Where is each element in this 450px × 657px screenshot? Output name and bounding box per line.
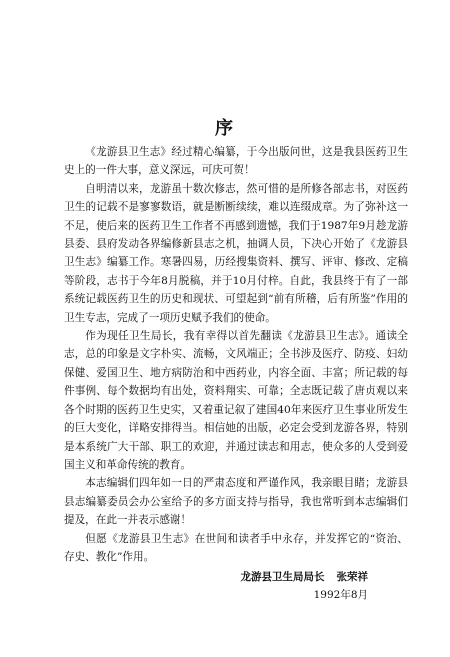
preface-body — [64, 143, 408, 566]
document-date: 1992年8月 — [313, 589, 368, 601]
page-title: 序 — [215, 118, 235, 139]
paragraph-2: 自明清以来，龙游虽十数次修志，然可惜的是所修各部志书，对医药卫生的记载不是寥寥数语，就是断断续续，难以连缀成章。为了弥补这一不足，使后来的医药卫生工作者不再感到遗憾，我们于1987年9月趁龙游县委、县府发动各界编修新县志之机，抽调人员，下决心开始了《龙游县卫生志》编纂工作。寒暑四易，历经搜集资料、撰写、评审、修改、定稿等阶段，志书于今年8月脱稿，并于10月付梓。自此，我县终于有了一部系统记载医药卫生的历史和现状、可望起到“前有所稽，后有所鉴”作用的卫生专志，完成了一项历史赋予我们的使命。 — [64, 182, 408, 324]
signature-line — [241, 569, 369, 584]
paragraph-3: 作为现任卫生局长，我有幸得以首先翻读《龙游县卫生志》。通读全志，总的印象是文字朴实、流畅，文风端正；全书涉及医疗、防疫、妇幼保健、爱国卫生、地方病防治和中西药业，内容全面、丰富；所记载的每件事例、每个数据均有出处，资料翔实、可靠；全志既记载了唐贞观以来各个时期的医药卫生史实，又着重记叙了建国40年来医疗卫生事业所发生的巨大变化，详略安排得当。相信她的出版，必定会受到龙游各界，特别是本系统广大干部、职工的欢迎，并通过读志和用志，使众多的人受到爱国主义和革命传统的教育。 — [64, 330, 408, 471]
signature-position: 龙游县卫生局局长 — [240, 571, 325, 583]
paragraph-1: 《龙游县卫生志》经过精心编纂，于今出版问世，这是我县医药卫生史上的一件大事，意义深远，可庆可贺！ — [64, 146, 408, 177]
signature-name: 张荣祥 — [336, 571, 368, 583]
paragraph-5: 但愿《龙游县卫生志》在世间和读者手中永存，并发挥它的“资治、存史、教化”作用。 — [64, 532, 408, 563]
paragraph-4: 本志编辑们四年如一日的严肃态度和严谨作风，我亲眼目睹；龙游县县志编纂委员会办公室给予的多方面支持与指导，我也常听到本志编辑们提及，在此一并表示感谢！ — [64, 477, 408, 527]
